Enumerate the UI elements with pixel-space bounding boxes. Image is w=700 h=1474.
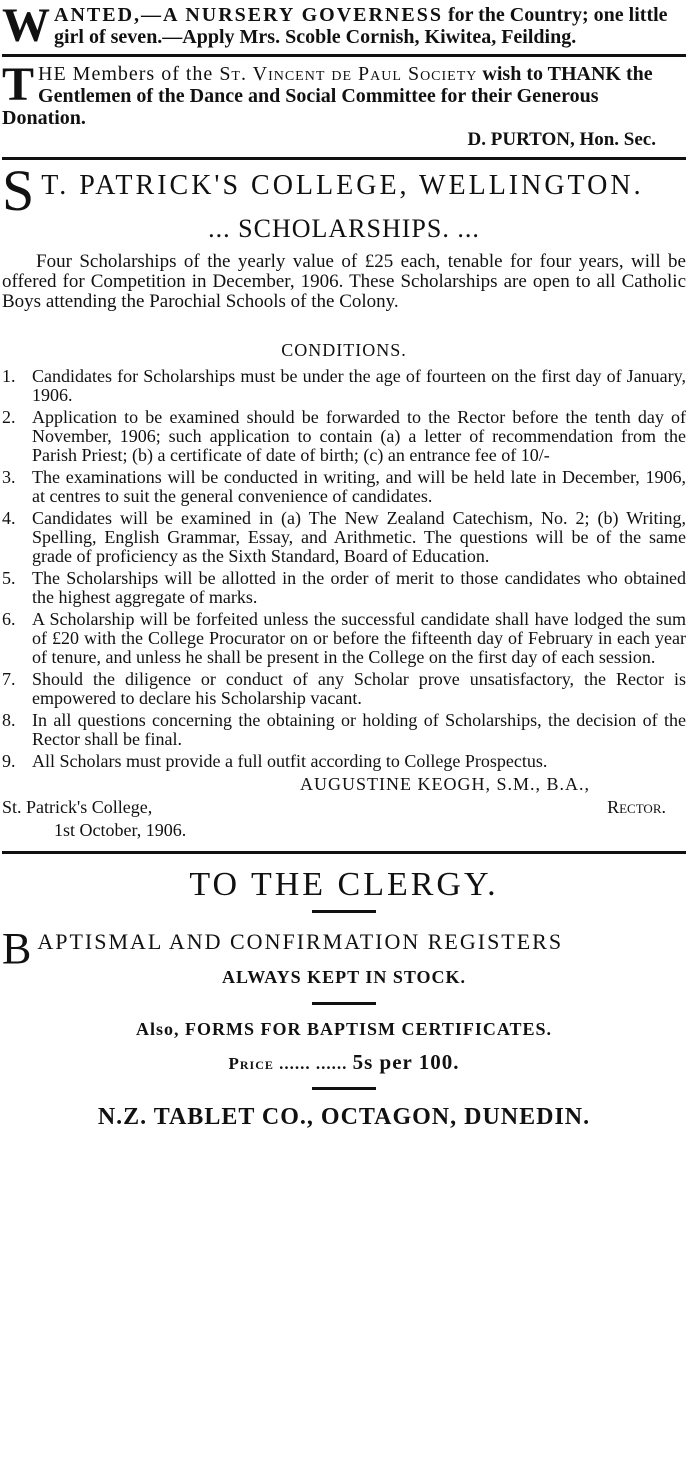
condition-item	[2, 408, 686, 465]
condition-number: 5.	[2, 568, 16, 588]
condition-item	[2, 711, 686, 749]
price-value: 5s per 100.	[352, 1050, 460, 1074]
condition-number: 6.	[2, 609, 16, 629]
college-advert	[2, 158, 686, 841]
price-label: Price	[228, 1054, 274, 1073]
college-place: St. Patrick's College,	[2, 797, 153, 817]
publisher-footer: N.Z. TABLET CO., OCTAGON, DUNEDIN.	[97, 1104, 591, 1130]
dropcap: T	[2, 58, 35, 111]
signed-date: 1st October, 1906.	[54, 820, 187, 840]
advert-heading: ANTED,—A NURSERY GOVERNESS	[54, 4, 443, 26]
condition-item	[2, 752, 686, 771]
condition-text: The examinations will be conducted in writing, and will be held late in December, 1906, at centres to suit the general convenience of candidates.	[32, 467, 686, 506]
clergy-advert	[2, 866, 686, 1131]
signer-row	[2, 797, 686, 818]
stock-line: ALWAYS KEPT IN STOCK.	[221, 967, 467, 987]
condition-number: 9.	[2, 751, 16, 771]
condition-number: 4.	[2, 508, 16, 528]
signer-title: Rector.	[607, 797, 666, 817]
scholarships-heading: ... SCHOLARSHIPS. ...	[208, 214, 480, 243]
advert-text: for the Country; one little girl of seven.—Apply Mrs. Scoble Cornish, Kiwitea, Feilding.	[54, 4, 668, 48]
registers-title: APTISMAL AND CONFIRMATION REGISTERS	[37, 929, 564, 954]
condition-item	[2, 509, 686, 566]
condition-text: Candidates for Scholarships must be under the age of fourteen on the first day of January, 1906.	[32, 366, 686, 405]
condition-number: 2.	[2, 407, 16, 427]
condition-number: 8.	[2, 710, 16, 730]
price-line	[2, 1050, 686, 1075]
condition-number: 7.	[2, 669, 16, 689]
condition-text: Should the diligence or conduct of any Scholar prove unsatisfactory, the Rector is empowered to declare his Scholarship vacant.	[32, 669, 686, 708]
condition-number: 1.	[2, 366, 16, 386]
condition-text: Candidates will be examined in (a) The New Zealand Catechism, No. 2; (b) Writing, Spelling, English Grammar, Essay, and Arithmetic. The questions will be of the same grade of proficiency as the Sixth Standard, Board of Education.	[32, 508, 686, 566]
scholarships-intro: Four Scholarships of the yearly value of £25 each, tenable for four years, will be offered for Competition in December, 1906. These Scholarships are open to all Catholic Boys attending the Parochial Schools of the Colony.	[2, 251, 686, 312]
condition-item	[2, 569, 686, 607]
notice-text: wish to THANK the Gentlemen of the Dance and Social Committee for their Generous Donation.	[2, 63, 653, 129]
notice-signature: D. PURTON, Hon. Sec.	[467, 129, 656, 150]
short-rule	[312, 1087, 376, 1090]
condition-item	[2, 670, 686, 708]
dropcap: S	[2, 158, 38, 223]
conditions-heading: CONDITIONS.	[281, 340, 407, 360]
forms-line: Also, FORMS FOR BAPTISM CERTIFICATES.	[135, 1019, 553, 1039]
short-rule	[312, 1002, 376, 1005]
condition-item	[2, 367, 686, 405]
condition-item	[2, 468, 686, 506]
college-title: T. PATRICK'S COLLEGE, WELLINGTON.	[41, 170, 644, 201]
dropcap: B	[2, 924, 34, 973]
condition-text: The Scholarships will be allotted in the order of merit to those candidates who obtained the highest aggregate of marks.	[32, 568, 686, 607]
society-name: St. Vincent de Paul Society	[219, 63, 478, 85]
condition-text: In all questions concerning the obtaining or holding of Scholarships, the decision of the Rector shall be final.	[32, 710, 686, 749]
dropcap: W	[2, 0, 50, 52]
signer-name: AUGUSTINE KEOGH, S.M., B.A.,	[299, 774, 590, 794]
condition-text: Application to be examined should be forwarded to the Rector before the tenth day of November, 1906; such application to contain (a) a letter of recommendation from the Parish Priest; (b) a certificate of date of birth; (c) an entrance fee of 10/-	[32, 407, 686, 465]
price-dots: ...... ......	[279, 1054, 348, 1073]
condition-item	[2, 610, 686, 667]
college-heading	[2, 158, 686, 223]
short-rule	[312, 910, 376, 913]
clergy-heading: TO THE CLERGY.	[189, 866, 499, 903]
divider	[2, 54, 686, 57]
divider	[2, 851, 686, 854]
governess-advert	[2, 0, 686, 52]
conditions-list	[2, 367, 686, 771]
condition-text: A Scholarship will be forfeited unless the successful candidate shall have lodged the sum of £20 with the College Procurator on or before the fifteenth day of February in each year of tenure, and unless he shall be present in the College on the first day of each session.	[32, 609, 686, 667]
society-notice	[2, 58, 686, 151]
condition-text: All Scholars must provide a full outfit according to College Prospectus.	[32, 751, 548, 771]
registers-heading	[2, 924, 686, 973]
notice-lead: HE Members of the	[38, 63, 220, 85]
condition-number: 3.	[2, 467, 16, 487]
divider	[2, 157, 686, 160]
